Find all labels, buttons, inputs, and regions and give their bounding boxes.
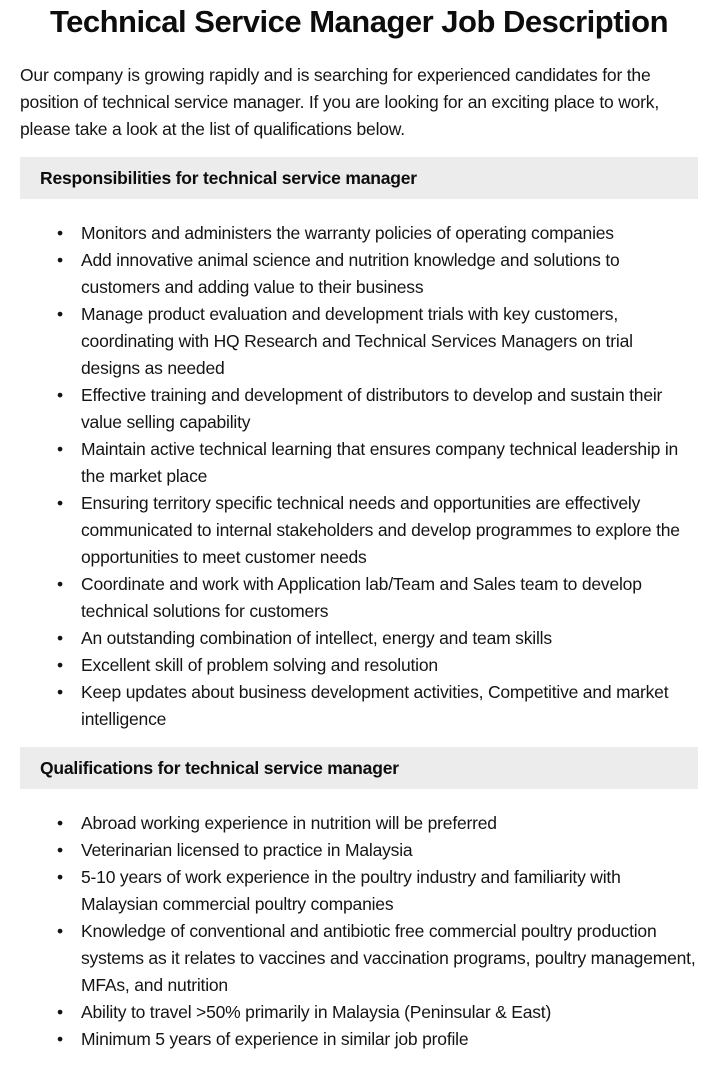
list-item (50, 436, 696, 490)
list-item (50, 571, 696, 625)
section-qualifications (20, 747, 698, 1053)
list-item-text: Coordinate and work with Application lab/Team and Sales team to develop technical solutions for customers (81, 574, 642, 621)
bullet-icon: • (57, 921, 63, 941)
bullet-icon: • (57, 574, 63, 594)
bullet-icon: • (57, 682, 63, 702)
qualifications-list (20, 810, 698, 1053)
page-title: Technical Service Manager Job Description (49, 4, 669, 39)
list-item (50, 679, 696, 733)
bullet-icon: • (57, 493, 63, 513)
list-item-text: Effective training and development of distributors to develop and sustain their value selling capability (81, 385, 663, 432)
bullet-icon: • (57, 1002, 63, 1022)
bullet-icon: • (57, 1029, 63, 1049)
list-item-text: Ability to travel >50% primarily in Malaysia (Peninsular & East) (81, 1002, 552, 1022)
list-item-text: Ensuring territory specific technical needs and opportunities are effectively communicated to internal stakeholders and develop programmes to explore the opportunities to meet customer needs (81, 493, 680, 567)
list-item-text: Add innovative animal science and nutrition knowledge and solutions to customers and adding value to their business (81, 250, 620, 297)
list-item-text: Minimum 5 years of experience in similar job profile (81, 1029, 469, 1049)
list-item-text: Keep updates about business development activities, Competitive and market intelligence (81, 682, 669, 729)
bullet-icon: • (57, 250, 63, 270)
responsibilities-heading-text: Responsibilities for technical service manager (40, 167, 417, 188)
bullet-icon: • (57, 867, 63, 887)
list-item-text: An outstanding combination of intellect, energy and team skills (81, 628, 552, 648)
list-item (50, 864, 696, 918)
responsibilities-list (20, 220, 698, 733)
section-responsibilities (20, 157, 698, 733)
list-item (50, 999, 696, 1026)
bullet-icon: • (57, 304, 63, 324)
bullet-icon: • (57, 385, 63, 405)
list-item (50, 220, 696, 247)
bullet-icon: • (57, 223, 63, 243)
responsibilities-heading-bar (20, 157, 698, 199)
list-item (50, 247, 696, 301)
bullet-icon: • (57, 813, 63, 833)
list-item (50, 301, 696, 382)
list-item (50, 810, 696, 837)
list-item-text: Veterinarian licensed to practice in Malaysia (81, 840, 413, 860)
list-item-text: Knowledge of conventional and antibiotic free commercial poultry production systems as it relates to vaccines and vaccination programs, poultry management, MFAs, and nutrition (81, 921, 696, 995)
intro-paragraph: Our company is growing rapidly and is searching for experienced candidates for the position of technical service manager. If you are looking for an exciting place to work, please take a look at the list of qualifications below. (20, 65, 660, 139)
qualifications-heading-text: Qualifications for technical service manager (40, 757, 399, 778)
list-item-text: Abroad working experience in nutrition will be preferred (81, 813, 497, 833)
list-item (50, 918, 696, 999)
list-item-text: Monitors and administers the warranty policies of operating companies (81, 223, 614, 243)
list-item (50, 837, 696, 864)
bullet-icon: • (57, 439, 63, 459)
qualifications-heading-bar (20, 747, 698, 789)
list-item-text: 5-10 years of work experience in the poultry industry and familiarity with Malaysian commercial poultry companies (81, 867, 621, 914)
bullet-icon: • (57, 628, 63, 648)
list-item (50, 625, 696, 652)
list-item (50, 490, 696, 571)
bullet-icon: • (57, 655, 63, 675)
list-item-text: Excellent skill of problem solving and resolution (81, 655, 438, 675)
list-item-text: Maintain active technical learning that ensures company technical leadership in the market place (81, 439, 679, 486)
list-item (50, 382, 696, 436)
list-item (50, 1026, 696, 1053)
list-item-text: Manage product evaluation and development trials with key customers, coordinating with HQ Research and Technical Services Managers on trial designs as needed (81, 304, 633, 378)
list-item (50, 652, 696, 679)
bullet-icon: • (57, 840, 63, 860)
